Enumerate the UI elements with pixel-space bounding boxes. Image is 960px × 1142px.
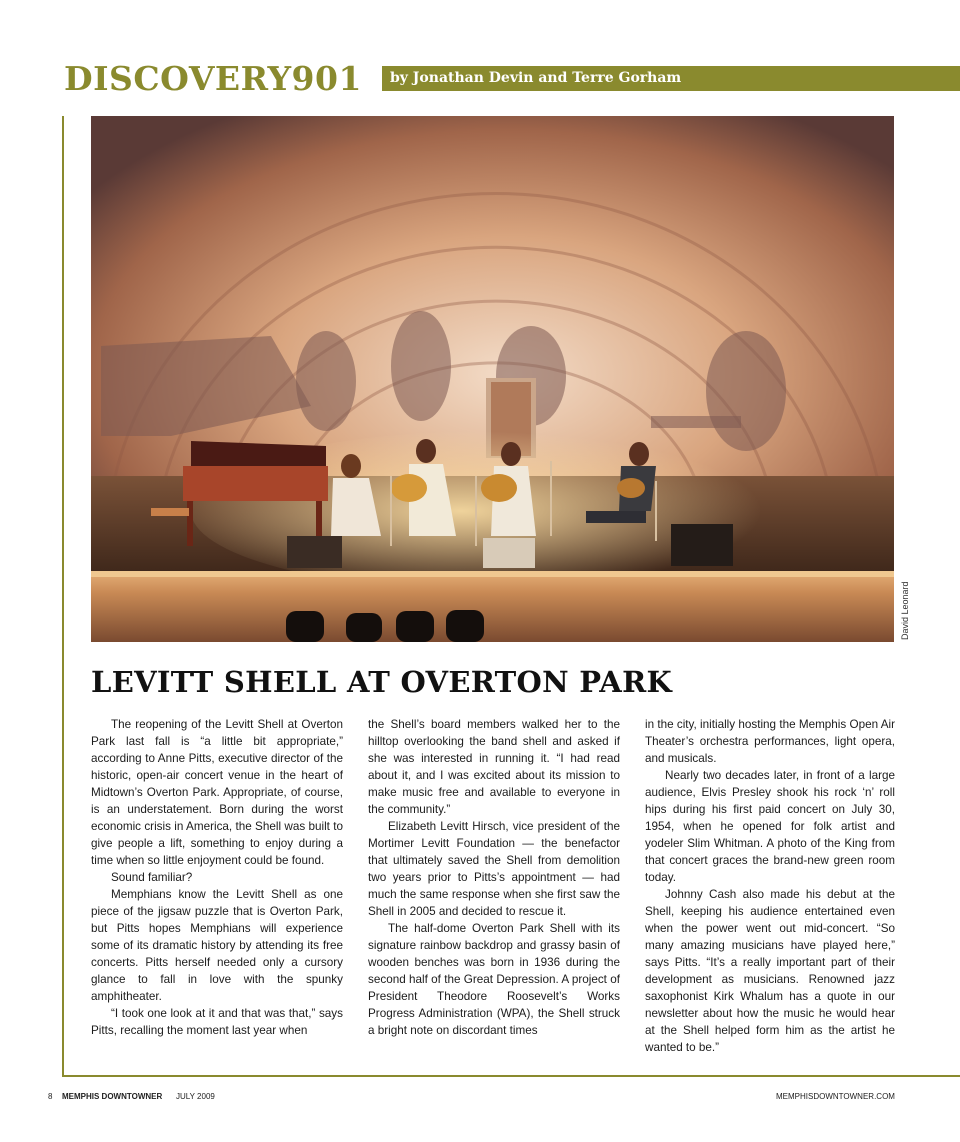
publication-name: MEMPHIS DOWNTOWNER	[62, 1092, 163, 1101]
photo-credit: David Leonard	[900, 581, 910, 640]
paragraph: the Shell’s board members walked her to the hilltop overlooking the band shell and asked if she was interested in running it. “I had read about it, and I was excited about its mission to make music free and available to everyone in the community.”	[368, 718, 620, 816]
paragraph: The half-dome Overton Park Shell with its signature rainbow backdrop and grassy basin of wooden benches was born in 1936 during the second half of the Great Depression. A project of President Theodore Roosevelt’s Works Progress Administration (WPA), the Shell struck a bright note on discordant times	[368, 922, 620, 1037]
article-headline: LEVITT SHELL AT OVERTON PARK	[91, 665, 672, 699]
article-column-2	[368, 716, 620, 1039]
paragraph: Johnny Cash also made his debut at the Shell, keeping his audience entertained even when the power went out mid-concert. “So many amazing musicians have played here,” says Pitts. “It’s a really important part of their development as musicians. Renowned jazz saxophonist Kirk Whalum has a quote in our newsletter about how the music he would hear at the Shell helped form him as the artist he wanted to be.”	[645, 888, 895, 1054]
issue-date: JULY 2009	[176, 1092, 215, 1101]
section-title: DISCOVERY901	[64, 59, 362, 98]
paragraph: The reopening of the Levitt Shell at Overton Park last fall is “a little bit appropriate,” according to Anne Pitts, executive director of the historic, open-air concert venue in the heart of Midtown’s Overton Park. Appropriate, of course, is an understatement. Born during the worst economic crisis in America, the Shell was built to give people a lift, something to enjoy during a time when so little enjoyment could be found.	[91, 718, 343, 867]
page-number: 8	[48, 1092, 53, 1101]
paragraph: Memphians know the Levitt Shell as one piece of the jigsaw puzzle that is Overton Park, but Pitts hopes Memphians will experience some of its dramatic history by attending its free concerts. Pitts herself needed only a cursory glance to fall in love with the spunky amphitheater.	[91, 888, 343, 1003]
byline-bar	[382, 66, 960, 91]
paragraph: “I took one look at it and that was that,” says Pitts, recalling the moment last year when	[91, 1007, 343, 1037]
concert-photo	[91, 116, 894, 642]
byline: by Jonathan Devin and Terre Gorham	[390, 70, 682, 86]
paragraph: Nearly two decades later, in front of a large audience, Elvis Presley shook his rock ‘n’ roll hips during his first paid concert on July 30, 1954, when he opened for folk artist and yodeler Slim Whitman. A photo of the King from that concert graces the brand-new green room today.	[645, 769, 895, 884]
paragraph: Sound familiar?	[111, 871, 193, 884]
concert-photo-illustration	[91, 116, 894, 642]
bottom-rule	[62, 1075, 960, 1077]
left-rule	[62, 116, 64, 1076]
article-column-1	[91, 716, 343, 1039]
article-column-3	[645, 716, 895, 1056]
section-header	[64, 59, 960, 98]
paragraph: Elizabeth Levitt Hirsch, vice president of the Mortimer Levitt Foundation — the benefactor that ultimately saved the Shell from demolition two years prior to Pitts’s appointment — had much the same response when she first saw the Shell in 2005 and decided to rescue it.	[368, 820, 620, 918]
publication-url[interactable]: MEMPHISDOWNTOWNER.COM	[776, 1092, 895, 1101]
paragraph: in the city, initially hosting the Memphis Open Air Theater’s orchestra performances, light opera, and musicals.	[645, 718, 895, 765]
